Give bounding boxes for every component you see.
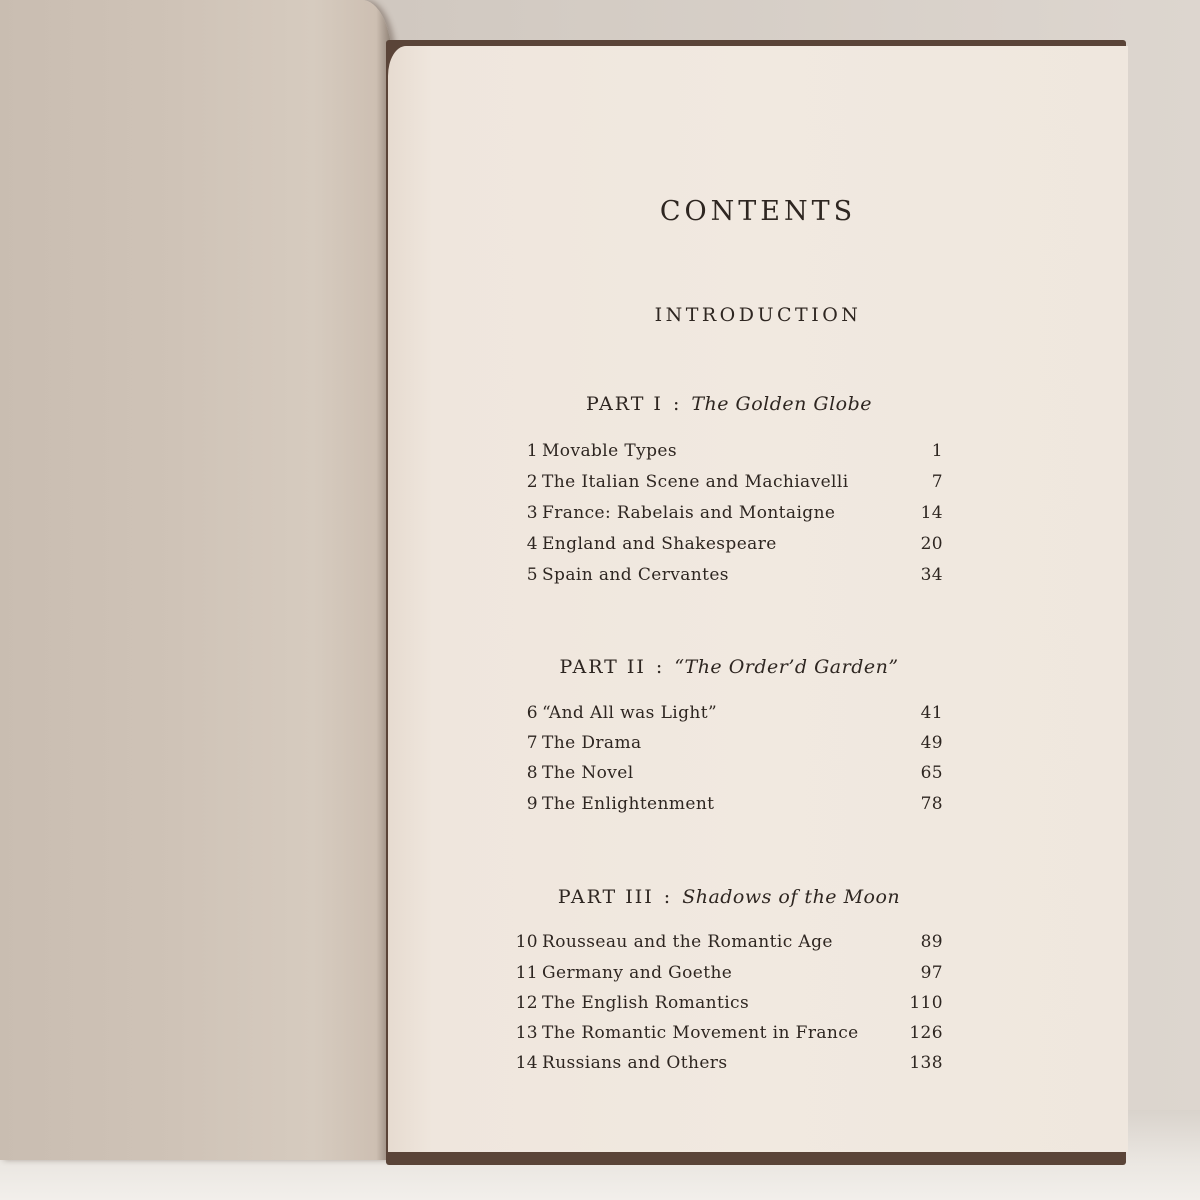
toc-row[interactable] [498, 703, 943, 733]
toc-row[interactable] [498, 932, 943, 962]
chapter-number: 14 [515, 1053, 538, 1073]
chapter-title: Movable Types [542, 441, 677, 461]
page-title: CONTENTS [659, 196, 857, 227]
part-subtitle: The Golden Globe [691, 393, 873, 415]
chapter-title: The Enlightenment [542, 794, 715, 814]
part-separator: : [672, 393, 682, 415]
toc-row[interactable] [498, 1053, 943, 1083]
part-label: PART I [585, 393, 663, 415]
chapter-title: “And All was Light” [542, 703, 718, 723]
chapter-title: The English Romantics [542, 993, 750, 1013]
chapter-title: England and Shakespeare [542, 534, 777, 554]
toc-row[interactable] [498, 993, 943, 1023]
chapter-number: 13 [515, 1023, 538, 1043]
chapter-page: 89 [920, 932, 943, 952]
toc-row[interactable] [498, 794, 943, 824]
contents-page [388, 46, 1128, 1152]
chapter-page: 34 [920, 565, 943, 585]
introduction-heading: INTRODUCTION [654, 304, 862, 326]
chapter-page: 41 [920, 703, 943, 723]
toc-row[interactable] [498, 963, 943, 993]
chapter-number: 10 [515, 932, 538, 952]
chapter-page: 1 [931, 441, 943, 461]
chapter-page: 65 [920, 763, 943, 783]
chapter-title: Spain and Cervantes [542, 565, 729, 585]
chapter-title: Russians and Others [542, 1053, 728, 1073]
chapter-number: 7 [526, 733, 538, 753]
part-heading [388, 393, 1070, 415]
toc-row[interactable] [498, 441, 943, 471]
chapter-title: The Italian Scene and Machiavelli [542, 472, 849, 492]
chapter-title: Rousseau and the Romantic Age [542, 932, 833, 952]
chapter-page: 126 [909, 1023, 943, 1043]
part-heading [388, 886, 1070, 908]
toc-row[interactable] [498, 565, 943, 595]
chapter-number: 2 [526, 472, 538, 492]
chapter-page: 78 [920, 794, 943, 814]
part-label: PART III [557, 886, 654, 908]
chapter-page: 7 [931, 472, 943, 492]
chapter-number: 5 [526, 565, 538, 585]
chapter-number: 12 [515, 993, 538, 1013]
chapter-page: 138 [909, 1053, 943, 1073]
chapter-number: 6 [526, 703, 538, 723]
chapter-page: 97 [920, 963, 943, 983]
chapter-number: 4 [526, 534, 538, 554]
chapter-title: The Romantic Movement in France [542, 1023, 859, 1043]
toc-row[interactable] [498, 534, 943, 564]
toc-row[interactable] [498, 472, 943, 502]
chapter-number: 9 [526, 794, 538, 814]
chapter-number: 1 [526, 441, 538, 461]
chapter-title: The Drama [542, 733, 642, 753]
part-separator: : [663, 886, 673, 908]
chapter-title: France: Rabelais and Montaigne [542, 503, 836, 523]
toc-row[interactable] [498, 763, 943, 793]
part-subtitle: “The Order’d Garden” [674, 656, 899, 678]
chapter-title: Germany and Goethe [542, 963, 733, 983]
toc-row[interactable] [498, 733, 943, 763]
chapter-page: 14 [920, 503, 943, 523]
chapter-page: 110 [909, 993, 943, 1013]
chapter-number: 3 [526, 503, 538, 523]
toc-row[interactable] [498, 503, 943, 533]
chapter-page: 49 [920, 733, 943, 753]
chapter-number: 11 [515, 963, 538, 983]
left-page [0, 0, 392, 1160]
part-separator: : [655, 656, 665, 678]
toc-row[interactable] [498, 1023, 943, 1053]
chapter-title: The Novel [542, 763, 634, 783]
right-page [388, 46, 1128, 1152]
chapter-number: 8 [526, 763, 538, 783]
part-heading [388, 656, 1070, 678]
part-label: PART II [559, 656, 646, 678]
chapter-page: 20 [920, 534, 943, 554]
part-subtitle: Shadows of the Moon [682, 886, 901, 908]
